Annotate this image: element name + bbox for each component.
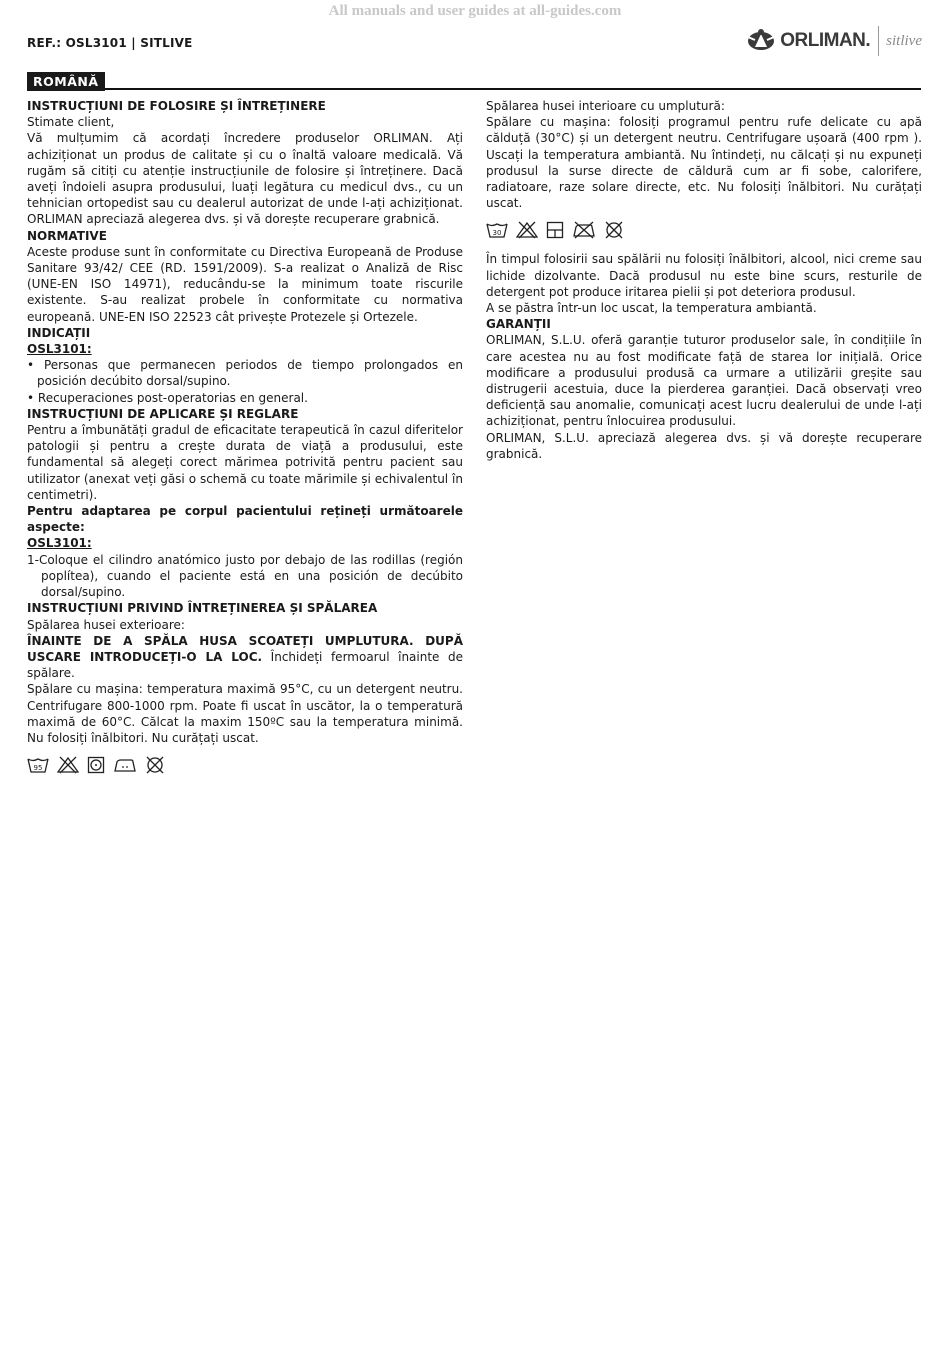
iron-medium-icon bbox=[113, 756, 137, 774]
no-iron-icon bbox=[572, 221, 596, 239]
language-label: ROMÂNĂ bbox=[27, 72, 105, 91]
wash-30-icon bbox=[486, 221, 508, 239]
wash-warning bbox=[27, 633, 463, 682]
list-item: • Personas que permanecen periodos de tiempo prolongados en posición decúbito dorsal/supino. bbox=[27, 358, 463, 389]
product-line-name: sitlive bbox=[886, 32, 922, 49]
section-heading-normative: NORMATIVE bbox=[27, 228, 107, 243]
no-dry-clean-icon bbox=[604, 221, 624, 239]
greeting: Stimate client, bbox=[27, 115, 115, 130]
no-bleach-icon bbox=[516, 221, 538, 239]
section-heading-indications: INDICAȚII bbox=[27, 325, 91, 340]
section-heading-application: INSTRUCȚIUNI DE APLICARE ȘI REGLARE bbox=[27, 406, 299, 421]
closing-paragraph: ORLIMAN, S.L.U. apreciază alegerea dvs. și vă dorește recuperare grabnică. bbox=[486, 430, 922, 461]
normative-paragraph: Aceste produse sunt în conformitate cu Directiva Europeană de Produse Sanitare 93/42/ CEE (RD. 1591/2009). S-a realizat o Analiză de Risc (UNE-EN ISO 14971), reducându-se la minimum toate riscurile existente. S-au realizat probele în conformitate cu normativa europeană. UNE-EN ISO 22523 cât privește Protezele și Ortezele. bbox=[27, 244, 463, 324]
brand-name: ORLIMAN. bbox=[780, 30, 871, 51]
machine-wash-paragraph: Spălare cu mașina: temperatura maximă 95°C, cu un detergent neutru. Centrifugare 800-1000 rpm. Poate fi uscat în uscător, la o temperatură maximă de 60°C. Călcat la maxim 150ºC sau la temperatura minimă. Nu folosiți înălbitori. Nu curățați uscat. bbox=[27, 682, 463, 745]
language-divider bbox=[27, 88, 921, 90]
care-symbols-outer bbox=[27, 756, 463, 774]
wash-temperature: 30 bbox=[492, 229, 502, 238]
tumble-dry-icon bbox=[87, 756, 105, 774]
inner-wash-label: Spălarea husei interioare cu umplutură: bbox=[486, 99, 725, 113]
inner-wash-paragraph: Spălare cu mașina: folosiți programul pentru rufe delicate cu apă călduță (30°C) și un detergent neutru. Centrifugare ușoară (400 rpm ). Uscați la temperatura ambiantă. Nu întindeți, nu călcați și nu expuneți produsul la surse directe de căldură cum ar fi sobe, calorifere, radiatoare, raze solare directe, etc. Nu folosiți înălbitori. Nu curățați uscat. bbox=[486, 115, 922, 211]
model-label: OSL3101: bbox=[27, 342, 92, 357]
storage-note: A se păstra într-un loc uscat, la temperatura ambiantă. bbox=[486, 301, 817, 316]
intro-paragraph: Vă mulțumim că acordați încredere produselor ORLIMAN. Ați achiziționat un produs de calitate și cu o înaltă valoare medicală. Vă rugăm să citiți cu atenție instrucțiunile de folosire și întreținere. Dacă aveți îndoieli asupra produsului, luați legătura cu medicul dvs., cu un tehnician ortopedist sau cu dealerul autorizat de unde l-ați achiziționat. ORLIMAN apreciază alegerea dvs. și vă dorește recuperare grabnică. bbox=[27, 131, 463, 227]
wash-temperature: 95 bbox=[33, 764, 43, 773]
section-heading-instructions: INSTRUCȚIUNI DE FOLOSIRE ȘI ÎNTREȚINERE bbox=[27, 99, 326, 113]
wash-95-icon bbox=[27, 756, 49, 774]
watermark: All manuals and user guides at all-guides.com bbox=[328, 3, 622, 19]
list-item: • Recuperaciones post-operatorias en general. bbox=[27, 390, 308, 405]
guarantee-paragraph: ORLIMAN, S.L.U. oferă garanție tuturor produselor sale, în condițiile în care acestea nu au fost modificate față de starea lor inițială. Orice modificare a produsului produsă ca urmare a utilizării greșite sau distrugerii acestuia, duce la pierderea garanției. Dacă observați vreo deficiență sau anomalie, comunicați acest lucru dealerului de unde l-ați achiziționat, pentru înlocuirea produsului. bbox=[486, 333, 922, 429]
section-heading-maintenance: INSTRUCȚIUNI PRIVIND ÎNTREȚINEREA ȘI SPĂLAREA bbox=[27, 601, 378, 616]
reference-code: REF.: OSL3101 | SITLIVE bbox=[27, 36, 193, 50]
adaptation-heading: Pentru adaptarea pe corpul pacientului rețineți următoarele aspecte: bbox=[27, 504, 463, 535]
wash-warning-bold: ÎNAINTE DE A SPĂLA HUSA SCOATEȚI UMPLUTURA. DUPĂ USCARE INTRODUCEȚI-O LA LOC. bbox=[27, 633, 463, 664]
care-symbols-inner bbox=[486, 221, 922, 239]
wash-warning-rest: Închideți fermoarul înainte de spălare. bbox=[27, 649, 463, 681]
indications-list bbox=[27, 357, 463, 406]
left-column bbox=[27, 98, 463, 774]
application-paragraph: Pentru a îmbunătăți gradul de eficacitate terapeutică în cazul diferitelor patologii și pentru a crește durata de viață a produsului, este fundamental să alegeți corect mărimea potrivită pentru pacient sau utilizator (anexat veți găsi o schemă cu toate mărimile și echivalentul în centimetri). bbox=[27, 423, 463, 502]
step-1: 1-Coloque el cilindro anatómico justo por debajo de las rodillas (región poplítea), cuando el paciente está en una posición de decúbito dorsal/supino. bbox=[27, 552, 463, 600]
brand-logo bbox=[746, 22, 922, 60]
no-dry-clean-icon bbox=[145, 756, 165, 774]
brand-divider bbox=[878, 26, 879, 56]
orliman-logo-icon bbox=[746, 27, 776, 55]
outer-wash-label: Spălarea husei exterioare: bbox=[27, 617, 185, 632]
no-bleach-icon bbox=[57, 756, 79, 774]
right-column bbox=[486, 98, 922, 462]
dry-flat-icon bbox=[546, 221, 564, 239]
model-label: OSL3101: bbox=[27, 536, 92, 551]
usage-warning-paragraph: În timpul folosirii sau spălării nu folosiți înălbitori, alcool, nici creme sau lichide dizolvante. Dacă produsul nu este bine scurs, resturile de detergent pot produce iritarea pielii și pot deteriora produsul. bbox=[486, 252, 922, 299]
section-heading-guarantee: GARANȚII bbox=[486, 317, 551, 332]
